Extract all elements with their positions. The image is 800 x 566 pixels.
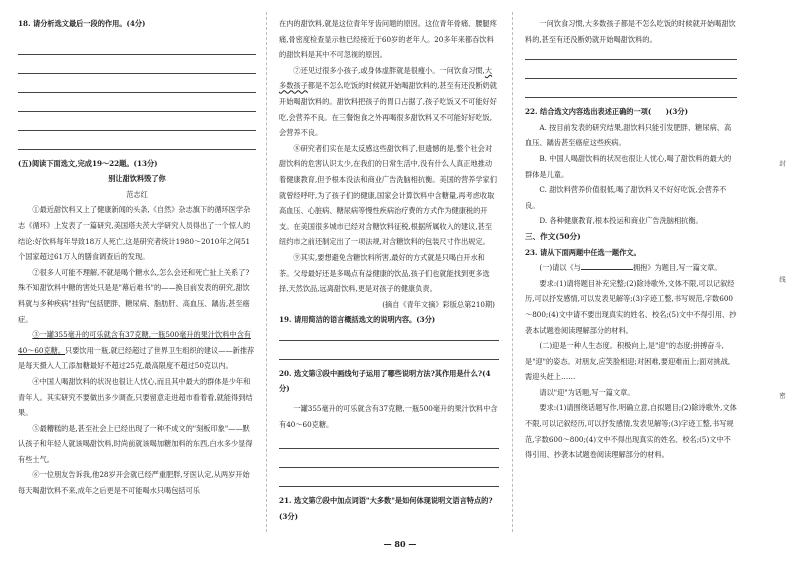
article-paragraph-1: ①最近甜饮料又上了健康新闻的头条,《自然》杂志旗下的循环医学杂志《循环》上发表了一篇研究,美国塔夫茨大学研究人员得出了一个惊人的结论:好饮料每年导致18万人死亡,这是研究者统计1980～2010年之间51个国家超过61万人的膳食调查后的发现。 [18,205,251,262]
essay-option-2-prompt: 请以"迎"为话题,写一篇文章。 [539,387,635,397]
answer-line[interactable] [18,137,256,150]
article-author: 范志红 [126,189,148,199]
section-3-heading: 三、作文(50分) [525,231,581,241]
essay-requirements-2: 要求:(1)请围绕话题写作,明确立意,自拟题目;(2)除诗歌外,文体不限,可以记叙经历,可以抒发感情,发表见解等;(3)字迹工整,书写规范,字数600～800;(4)文中不得出现真实的姓名、校名;(5)文中不得引用、抄袭本试题卷阅读理解部分的材料。 [525,403,737,460]
column-middle [279,16,499,524]
page-number: — 80 — [383,539,417,549]
article-paragraph-9: ⑨其实,要想避免含糖饮料所害,最好的方式就是只喝白开水和茶。父母最好还是多喝点有益健康的饮品,孩子们也就能找到更多选择,天然饮品,远离甜饮料,更是对孩子的健康负责。 [279,252,490,294]
column-left [18,16,256,499]
answer-line[interactable] [18,80,256,93]
answer-line[interactable] [279,436,499,449]
option-b[interactable]: B. 中国人喝甜饮料的状况也很让人忧心,喝了甜饮料的最大的群体是儿童。 [525,153,732,179]
answer-line[interactable] [279,347,499,360]
option-a[interactable]: A. 按目前发表的研究结果,甜饮料只能引发肥胖、糖尿病、高血压、龋齿甚至癌症这些疾病。 [525,122,732,148]
section-5-heading: (五)阅读下面选文,完成19～22题。(13分) [18,158,158,168]
margin-mark: 线 [778,276,786,283]
article-paragraph-8: ⑧研究者们实在是太反感这些甜饮料了,但遗憾的是,整个社会对甜饮料的危害认识太少,在我们的日常生活中,没有什么人真正地推动着健康教育,但予根本没法和商业广告洗脑相抗衡。美国的营养学家们就曾经呼吁,为了孩子们的健康,国家会计算饮料中含糖量,再考虑收取高血压、心脏病、糖尿病等慢性疾病治疗费的方式作为健康税的开支。在美国很多城市已经对含糖饮料征税,根据所属收入的建议,甚至纽约市之前还制定出了一项法规,对含糖饮料的包装尺寸作出规定。 [279,143,497,247]
article-paragraph-2: ②很多人可能不理解,不就是喝个糖水么,怎么会还和死亡扯上关系了?殊不知甜饮料中糖的害处只是是"幕后难书"的——换目前发表的研究,甜饮料就与多种疾病"挂钩"包括肥胖、糖尿病、脂肪肝、高血压、龋齿,甚至癌症。 [18,267,250,324]
article-source: (摘自《青年文摘》彩版总第210期) [382,299,495,309]
column-divider [512,12,513,532]
option-d[interactable]: D. 各种健康教育,根本投运和商业广告洗脑相抗衡。 [539,216,703,226]
question-21: 21. 选文第⑦段中加点词语"大多数"是如何体现说明文语言特点的?(3分) [279,496,493,521]
answer-line[interactable] [279,328,499,341]
article-paragraph-7: ⑦还见过很多小孩子,或身体虚胖就是很瘦小。一问饮食习惯,大多数孩子都是不怎么吃饭的时候就开始喝甜饮料的,甚至有还没断奶就开始喝甜饮料的。甜饮料把孩子的胃口占据了,孩子吃饭又不可能好好吃,会营养不良。在三餐饱食之外再喝很多甜饮料又不可能好好吃饭,会营养不良。 [279,65,497,138]
question-19: 19. 请用简洁的语言概括选文的说明内容。(3分) [279,315,436,325]
answer-line[interactable] [18,118,256,131]
margin-mark: 封 [778,160,786,167]
option-c[interactable]: C. 甜饮料营养价值很低,喝了甜饮料又不好好吃饭,会营养不良。 [525,185,727,210]
answer-line[interactable] [18,61,256,74]
question-22: 22. 结合选文内容选出表述正确的一项( )(3分) [525,107,688,117]
article-paragraph-3: ③一罐355毫升的可乐就含有37克糖,一瓶500毫升的果汁饮料中含有40～60克糖。只要饮用一瓶,就已经超过了世界卫生组织的建议——新推荐是每天摄入人工添加糖最好不超过25克,最高限度不超过50克以内。 [18,330,255,371]
column-3-top-text: 一问饮食习惯,大多数孩子都是不怎么吃饭的时候就开始喝甜饮料的,甚至有还没断奶就开始喝甜饮料的。 [525,19,736,44]
answer-line[interactable] [18,99,256,112]
column-right [525,16,737,463]
dotted-word: 大多数孩子 [279,65,493,91]
question-23: 23. 请从下面两题中任选一题作文。 [525,247,641,257]
margin-mark: 密 [778,392,786,399]
article-paragraph-5: ⑤最糟糕的是,甚至社会上已经出现了一种不成文的"刻板印象"——默认孩子和年轻人就该喝甜饮料,时尚前就该喝加糖加料的东西,白水多少显得有些土气。 [18,423,253,464]
essay-requirements-1: 要求:(1)请将题目补充完整;(2)除诗歌外,文体不限,可以记叙经历,可以抒发感情,可以发表见解等;(3)字迹工整,书写规范,字数600～800;(4)文中请不要出现真实的姓名、校名;(5)文中不得引用、抄袭本试题卷阅读理解部分的材料。 [525,278,737,335]
question-20-quote: 一罐355毫升的可乐就含有37克糖,一瓶500毫升的果汁饮料中含有40～60克糖。 [279,404,498,429]
article-paragraph-4: ④中国人喝甜饮料的状况也很让人忧心,而且其中最大的群体是少年和青年人。其实研究不要做出多少调查,只要留意走进超市看着看,就能得到结果。 [18,376,253,418]
column-divider [266,12,267,532]
underlined-sentence: ③一罐355毫升的可乐就含有37克糖,一瓶500毫升的果汁饮料中含有40～60克糖。 [18,330,251,355]
answer-line[interactable] [279,455,499,468]
question-20: 20. 选文第③段中画线句子运用了哪些说明方法?其作用是什么?(4分) [279,368,491,394]
essay-option-1: (一)请以《与 拥抱》为题目,写一篇文章。 [539,263,722,273]
article-paragraph-6: ⑥一位朋友告诉我,他28岁开会就已经严重肥胖,牙医认定,从两岁开始每天喝甜饮料不来,成年之后更是不可能喝水只喝包括可乐 [18,470,250,496]
article-paragraph-6-cont: 在内的甜饮料,就是这位青年牙齿问题的原因。这位青年骨痛、腰腿疼痛,骨密度检查显示他已经接近于60岁的老年人。20多年来都吞饮料的甜饮料是其中不可忽视的原因。 [279,19,497,60]
answer-line[interactable] [525,85,737,98]
answer-line[interactable] [525,47,737,60]
answer-line[interactable] [18,42,256,55]
answer-line[interactable] [279,474,499,487]
question-18: 18. 请分析选文最后一段的作用。(4分) [18,19,146,28]
essay-option-2: (二)迎是一种人生态度。积极向上,是"迎"的态度;拼搏奋斗,是"迎"的姿态。对朋友,应笑脸相迎;对困难,要迎难而上;面对挑战,需迎头赶上…… [525,341,731,382]
article-title: 别让甜饮料毁了你 [108,174,166,184]
answer-line[interactable] [525,66,737,79]
title-blank[interactable] [581,261,633,270]
